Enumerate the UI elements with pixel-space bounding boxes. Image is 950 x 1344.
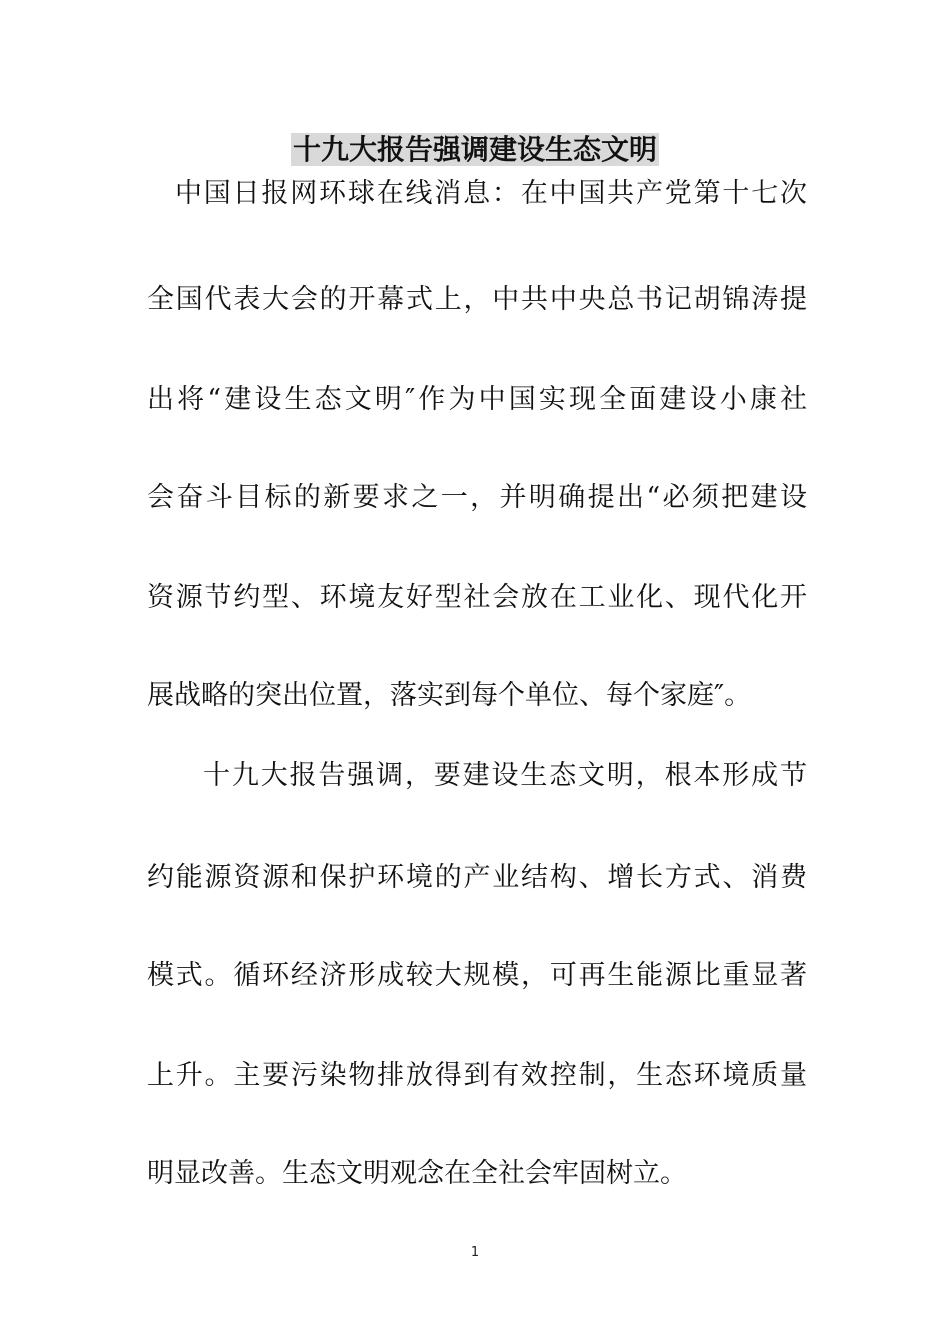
paragraph-2-line-5: 明显改善。生态文明观念在全社会牢固树立。 — [147, 1158, 687, 1189]
paragraph-1-line-3: 出将“建设生态文明″作为中国实现全面建设小康社 — [147, 384, 807, 415]
paragraph-2-line-4: 上升。主要污染物排放得到有效控制，生态环境质量 — [147, 1060, 807, 1091]
paragraph-2-line-1: 十九大报告强调，要建设生态文明，根本形成节 — [203, 760, 807, 791]
document-title — [0, 128, 950, 172]
paragraph-1-line-6: 展战略的突出位置，落实到每个单位、每个家庭″。 — [147, 680, 752, 711]
paragraph-1-line-5: 资源节约型、环境友好型社会放在工业化、现代化开 — [147, 582, 807, 613]
paragraph-1-line-2: 全国代表大会的开幕式上，中共中央总书记胡锦涛提 — [147, 284, 807, 315]
page-number: 1 — [470, 1245, 480, 1260]
paragraph-2-line-2: 约能源资源和保护环境的产业结构、增长方式、消费 — [147, 862, 807, 893]
paragraph-1-line-1: 中国日报网环球在线消息：在中国共产党第十七次 — [175, 178, 807, 209]
document-title-text: 十九大报告强调建设生态文明 — [292, 133, 657, 166]
paragraph-1-line-4: 会奋斗目标的新要求之一，并明确提出“必须把建设 — [147, 482, 807, 513]
paragraph-2-line-3: 模式。循环经济形成较大规模，可再生能源比重显著 — [147, 960, 807, 991]
